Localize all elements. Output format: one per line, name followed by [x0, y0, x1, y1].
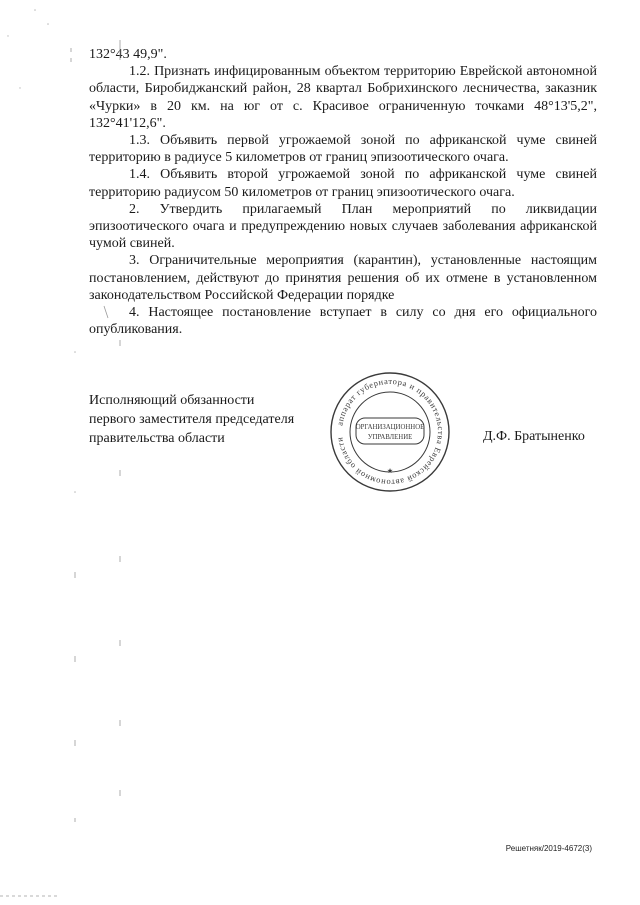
- seal-star-icon: ★: [386, 467, 394, 475]
- paragraph-3: 3. Ограничительные мероприятия (карантин), установленные настоящим постановлением, действуют до принятия решения об их отмене в установленном законодательством Российской Федерации порядке: [89, 253, 597, 303]
- document-reference: Решетняк/2019-4672(3): [505, 844, 592, 853]
- signatory-title: [89, 391, 349, 448]
- document-body: [89, 46, 597, 338]
- official-seal-stamp: [328, 370, 452, 494]
- paragraph-1-3: 1.3. Объявить первой угрожаемой зоной по африканской чуме свиней территорию в радиусе 5 километров от границ эпизоотического очага.: [89, 133, 597, 166]
- seal-center-text-line: УПРАВЛЕНИЕ: [367, 434, 413, 441]
- paragraph-1-2: 1.2. Признать инфицированным объектом территорию Еврейской автономной области, Биробиджанский район, 28 квартал Бобрихинского лесничества, заказник «Чурки» в 20 км. на юг от с. Красивое ограниченную точками 48°13'5,2", 132°41'12,6".: [89, 64, 597, 131]
- paragraph-1-4: 1.4. Объявить второй угрожаемой зоной по африканской чуме свиней территорию радиусом 50 километров от границ эпизоотического очага.: [89, 167, 597, 200]
- paragraph-4: 4. Настоящее постановление вступает в силу со дня его официального опубликования.: [89, 305, 597, 338]
- paragraph-coordinates-continuation: 132°43 49,9".: [89, 47, 167, 62]
- paragraph-2: 2. Утвердить прилагаемый План мероприятий по ликвидации эпизоотического очага и предупреждению новых случаев заболевания африканской чумой свиней.: [89, 201, 597, 252]
- seal-center-text-line: ОРГАНИЗАЦИОННОЕ: [355, 424, 425, 431]
- seal-outer-text: аппарат губернатора и правительства Еврейской автономной области: [335, 376, 446, 488]
- signatory-title-line: Исполняющий обязанности: [89, 393, 255, 408]
- signatory-title-line: первого заместителя председателя: [89, 412, 295, 427]
- signatory-title-line: правительства области: [89, 431, 225, 446]
- signer-name: Д.Ф. Братыненко: [483, 429, 585, 444]
